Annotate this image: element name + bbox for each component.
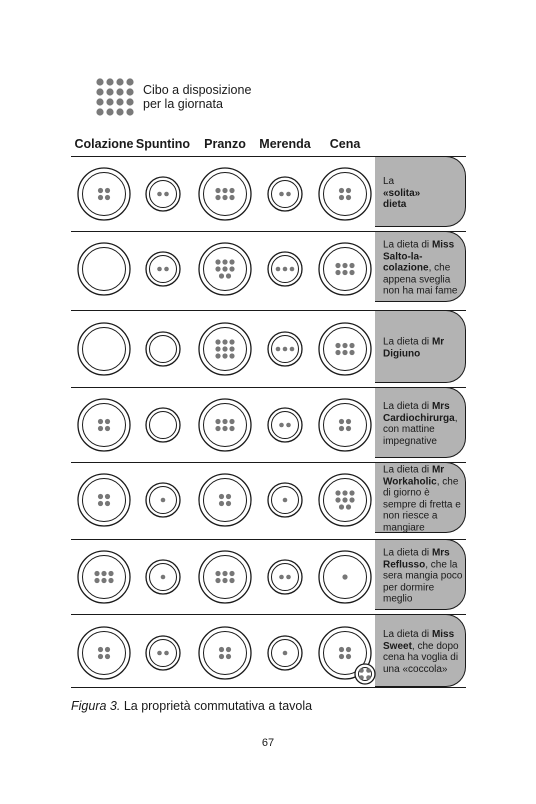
- plate-cena: [319, 243, 371, 295]
- diet-name: Miss Salto-la-colazione: [383, 239, 455, 274]
- diet-description: [383, 239, 465, 297]
- food-dot: [108, 571, 113, 576]
- food-dot: [226, 647, 231, 652]
- food-dot: [229, 419, 234, 424]
- food-dot: [215, 266, 220, 271]
- food-dot: [226, 273, 231, 278]
- food-dot: [349, 270, 354, 275]
- food-dot: [161, 575, 166, 580]
- plate-pranzo: [199, 551, 251, 603]
- food-dot: [286, 423, 291, 428]
- food-dot: [339, 647, 344, 652]
- food-dot: [105, 188, 110, 193]
- diet-text: , che appena sveglia non ha mai fame: [383, 262, 458, 297]
- food-dot: [229, 571, 234, 576]
- plate-cena: [319, 168, 371, 220]
- plate-rim: [199, 627, 251, 679]
- plate-spuntino: [146, 332, 180, 366]
- plate-rim: [78, 323, 130, 375]
- page-number: 67: [261, 737, 275, 749]
- diet-description: [383, 465, 465, 534]
- food-dot: [346, 654, 351, 659]
- plate-spuntino: [146, 177, 180, 211]
- plate-colazione: [78, 474, 130, 526]
- food-dot: [339, 426, 344, 431]
- food-dot: [286, 192, 291, 197]
- food-dot: [108, 578, 113, 583]
- food-dot: [229, 353, 234, 358]
- diet-name: Mrs Cardiochirurga: [383, 401, 455, 424]
- food-dot: [98, 494, 103, 499]
- food-dot: [222, 571, 227, 576]
- diet-name: «solita»: [383, 187, 421, 199]
- plate-rim: [199, 551, 251, 603]
- food-dot: [98, 426, 103, 431]
- plate-pranzo: [199, 323, 251, 375]
- food-dot: [105, 501, 110, 506]
- food-dot: [349, 490, 354, 495]
- plate-rim: [319, 168, 371, 220]
- plate-rim: [199, 474, 251, 526]
- plate-rim: [78, 399, 130, 451]
- plate-colazione: [78, 551, 130, 603]
- diet-name: Mrs Reflusso: [383, 547, 450, 570]
- food-dot: [98, 419, 103, 424]
- food-dot: [164, 192, 169, 197]
- food-dot: [276, 267, 281, 272]
- food-dot: [366, 675, 371, 680]
- plate-cena: [319, 323, 371, 375]
- figure-label: Figura 3.: [71, 699, 121, 713]
- food-dot: [98, 188, 103, 193]
- food-dot: [105, 654, 110, 659]
- plate-colazione: [78, 168, 130, 220]
- food-dot: [346, 188, 351, 193]
- food-dot: [222, 578, 227, 583]
- plate-spuntino: [146, 636, 180, 670]
- plate-rim: [78, 243, 130, 295]
- plate-rim: [268, 408, 302, 442]
- food-dot: [366, 668, 371, 673]
- food-dot: [222, 426, 227, 431]
- diet-text: , che la sera mangia poco per dormire meglio: [383, 558, 463, 605]
- food-dot: [226, 494, 231, 499]
- diet-text: La: [383, 175, 395, 187]
- plate-cena: [319, 399, 371, 451]
- plate-rim: [78, 168, 130, 220]
- plate-rim: [199, 168, 251, 220]
- plate-merenda: [268, 636, 302, 670]
- plate-spuntino: [146, 483, 180, 517]
- food-dot: [98, 195, 103, 200]
- food-dot: [229, 259, 234, 264]
- food-dot: [342, 490, 347, 495]
- plate-rim: [146, 177, 180, 211]
- food-dot: [279, 192, 284, 197]
- food-dot: [222, 188, 227, 193]
- plate-cena: [319, 474, 371, 526]
- food-dot: [229, 578, 234, 583]
- plate-pranzo: [199, 399, 251, 451]
- food-dot: [215, 571, 220, 576]
- food-dot: [164, 267, 169, 272]
- food-dot: [222, 346, 227, 351]
- food-dot: [215, 188, 220, 193]
- plate-spuntino: [146, 408, 180, 442]
- figure-caption-text: La proprietà commutativa a tavola: [120, 699, 313, 713]
- diet-text: , che di giorno è sempre di fretta e non riesce a mangiare: [383, 476, 461, 533]
- plate-merenda: [268, 252, 302, 286]
- diet-description: [383, 547, 465, 605]
- plate-pranzo: [199, 168, 251, 220]
- food-dot: [164, 651, 169, 656]
- food-dot: [226, 501, 231, 506]
- food-dot: [335, 263, 340, 268]
- diet-text: La dieta di: [383, 547, 432, 559]
- diet-text: , con mattine impegnative: [383, 412, 458, 447]
- plate-rim: [319, 243, 371, 295]
- food-dot: [342, 497, 347, 502]
- food-dot: [283, 267, 288, 272]
- diet-name: Mr Workaholic: [383, 464, 445, 487]
- plate-merenda: [268, 177, 302, 211]
- food-dot: [342, 270, 347, 275]
- food-dot: [349, 350, 354, 355]
- food-dot: [219, 501, 224, 506]
- food-dot: [98, 501, 103, 506]
- legend-line-2: per la giornata: [143, 97, 223, 111]
- column-header-spuntino: Spuntino: [135, 137, 191, 151]
- plate-rim: [146, 408, 180, 442]
- food-dot: [339, 188, 344, 193]
- diet-description: [383, 629, 465, 675]
- legend-line-1: Cibo a disposizione: [143, 83, 252, 97]
- food-dot: [161, 498, 166, 503]
- diet-description: [383, 401, 465, 447]
- food-dot: [222, 266, 227, 271]
- food-dot: [229, 426, 234, 431]
- diet-text: La dieta di: [383, 401, 432, 412]
- food-dot: [346, 426, 351, 431]
- plate-merenda: [268, 408, 302, 442]
- plate-colazione: [78, 627, 130, 679]
- food-dot: [101, 571, 106, 576]
- food-dot: [349, 497, 354, 502]
- food-dot: [105, 494, 110, 499]
- plate-rim: [78, 627, 130, 679]
- column-header-merenda: Merenda: [259, 137, 311, 151]
- food-dot: [349, 263, 354, 268]
- plate-colazione: [78, 323, 130, 375]
- food-dot: [215, 578, 220, 583]
- food-dot: [290, 267, 295, 272]
- food-dot: [219, 494, 224, 499]
- extra-dessert-plate: [355, 664, 375, 684]
- food-dot: [226, 654, 231, 659]
- food-dot: [229, 188, 234, 193]
- food-dot: [283, 498, 288, 503]
- food-dot: [346, 195, 351, 200]
- plate-rim: [319, 323, 371, 375]
- plate-rim: [78, 474, 130, 526]
- food-dot: [222, 195, 227, 200]
- food-dot: [222, 339, 227, 344]
- food-dot: [335, 497, 340, 502]
- diet-text: La dieta di: [383, 629, 432, 640]
- diet-text: La dieta di: [383, 464, 432, 476]
- plate-pranzo: [199, 243, 251, 295]
- column-header-cena: Cena: [329, 137, 361, 151]
- food-dot: [346, 419, 351, 424]
- food-dot: [229, 195, 234, 200]
- food-dot: [222, 259, 227, 264]
- food-dot: [335, 350, 340, 355]
- food-dot: [283, 347, 288, 352]
- plate-rim: [146, 252, 180, 286]
- food-dot: [215, 195, 220, 200]
- food-dot: [98, 647, 103, 652]
- food-dot: [219, 273, 224, 278]
- food-dot: [342, 263, 347, 268]
- plate-merenda: [268, 332, 302, 366]
- column-header-colazione: Colazione: [74, 137, 134, 151]
- plate-rim: [268, 560, 302, 594]
- food-dot: [346, 504, 351, 509]
- plate-rim: [199, 399, 251, 451]
- diet-text: La dieta di: [383, 336, 432, 348]
- food-dot: [157, 192, 162, 197]
- food-dot: [157, 267, 162, 272]
- food-dot: [276, 347, 281, 352]
- food-dot: [335, 343, 340, 348]
- food-dot: [359, 668, 364, 673]
- food-dot: [215, 346, 220, 351]
- plate-rim: [268, 177, 302, 211]
- food-dot: [229, 339, 234, 344]
- plate-spuntino: [146, 560, 180, 594]
- plate-merenda: [268, 560, 302, 594]
- food-dot: [219, 647, 224, 652]
- diet-name: dieta: [383, 198, 407, 210]
- food-dot: [101, 578, 106, 583]
- food-dot: [290, 347, 295, 352]
- plate-pranzo: [199, 474, 251, 526]
- food-dot: [222, 419, 227, 424]
- food-dot: [286, 575, 291, 580]
- food-dot: [339, 654, 344, 659]
- plate-merenda: [268, 483, 302, 517]
- plate-pranzo: [199, 627, 251, 679]
- food-dot: [219, 654, 224, 659]
- food-dot: [215, 339, 220, 344]
- food-dot: [94, 578, 99, 583]
- plate-rim: [146, 636, 180, 670]
- column-header-pranzo: Pranzo: [204, 137, 246, 151]
- food-dot: [359, 675, 364, 680]
- plate-colazione: [78, 399, 130, 451]
- food-dot: [94, 571, 99, 576]
- diet-description: [383, 176, 465, 211]
- food-dot: [98, 654, 103, 659]
- food-dot: [215, 353, 220, 358]
- food-dot: [229, 266, 234, 271]
- diet-text: La dieta di: [383, 239, 432, 251]
- food-dot: [339, 195, 344, 200]
- plate-rim: [319, 399, 371, 451]
- food-dot: [339, 504, 344, 509]
- food-dot: [105, 419, 110, 424]
- plate-rim: [78, 551, 130, 603]
- diet-description: [383, 337, 465, 360]
- food-dot: [339, 419, 344, 424]
- food-dot: [335, 490, 340, 495]
- figure-caption: [71, 699, 312, 713]
- plate-colazione: [78, 243, 130, 295]
- plate-rim: [146, 332, 180, 366]
- food-dot: [105, 195, 110, 200]
- food-dot: [342, 343, 347, 348]
- food-dot: [215, 426, 220, 431]
- food-dot: [215, 419, 220, 424]
- food-dot: [346, 647, 351, 652]
- plate-spuntino: [146, 252, 180, 286]
- food-dot: [215, 259, 220, 264]
- food-dot: [349, 343, 354, 348]
- plate-cena: [319, 551, 371, 603]
- food-dot: [157, 651, 162, 656]
- food-dot: [335, 270, 340, 275]
- diet-name: Miss Sweet: [383, 629, 455, 652]
- food-dot: [283, 651, 288, 656]
- food-dot: [279, 575, 284, 580]
- food-dot: [229, 346, 234, 351]
- food-dot: [342, 574, 347, 579]
- food-dot: [342, 350, 347, 355]
- food-dot: [105, 426, 110, 431]
- food-dot: [222, 353, 227, 358]
- food-dot: [279, 423, 284, 428]
- diet-text: , che dopo cena ha voglia di una «coccola»: [383, 640, 459, 675]
- diet-name: Mr Digiuno: [383, 336, 445, 359]
- food-dot: [105, 647, 110, 652]
